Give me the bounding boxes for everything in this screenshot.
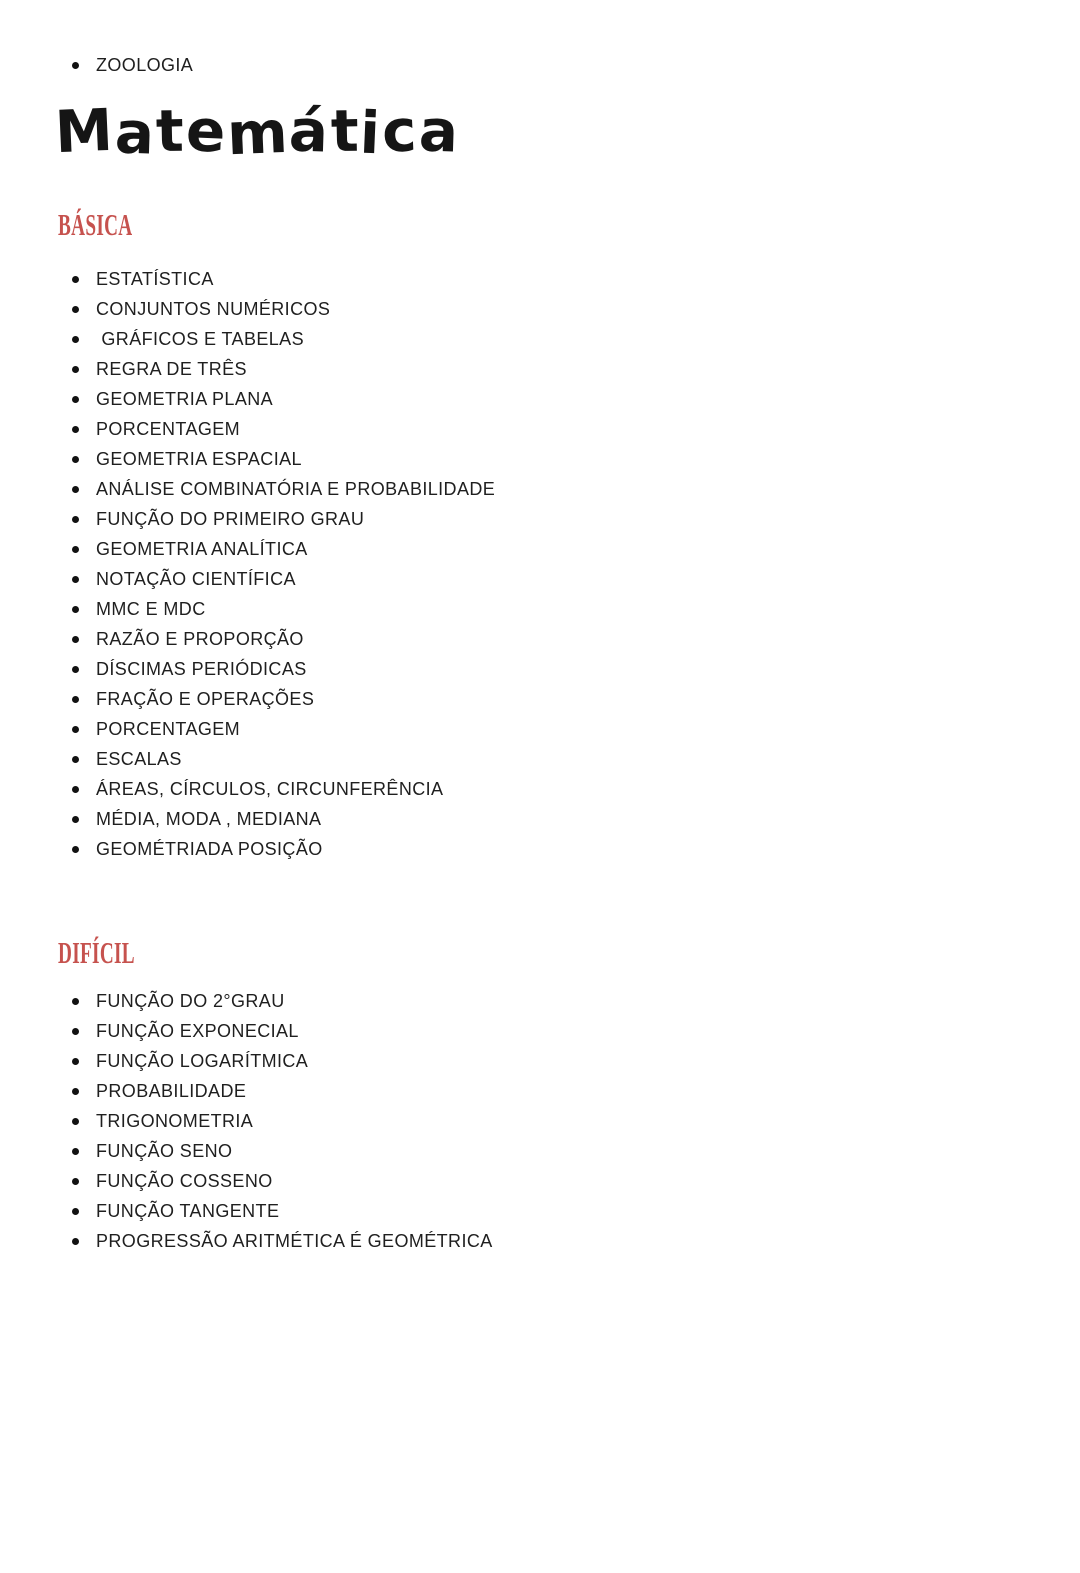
bullet-icon bbox=[72, 846, 79, 853]
bullet-icon bbox=[72, 696, 79, 703]
bullet-icon bbox=[72, 786, 79, 793]
list-item bbox=[72, 294, 1080, 324]
list-item bbox=[72, 444, 1080, 474]
list-item-label: ANÁLISE COMBINATÓRIA E PROBABILIDADE bbox=[96, 478, 496, 499]
basica-topic-list bbox=[0, 264, 1080, 864]
list-item-label: FUNÇÃO SENO bbox=[96, 1140, 233, 1161]
dificil-topic-list bbox=[0, 986, 1080, 1256]
top-topic-list bbox=[0, 50, 1080, 80]
bullet-icon bbox=[72, 1148, 79, 1155]
list-item bbox=[72, 654, 1080, 684]
list-item bbox=[72, 1226, 1080, 1256]
list-item bbox=[72, 804, 1080, 834]
list-item-label: NOTAÇÃO CIENTÍFICA bbox=[96, 568, 296, 589]
bullet-icon bbox=[72, 636, 79, 643]
list-item bbox=[72, 1196, 1080, 1226]
list-item-label: MMC E MDC bbox=[96, 598, 206, 619]
bullet-icon bbox=[72, 816, 79, 823]
list-item bbox=[72, 1166, 1080, 1196]
list-item-label: GRÁFICOS E TABELAS bbox=[96, 328, 304, 349]
bullet-icon bbox=[72, 1208, 79, 1215]
bullet-icon bbox=[72, 396, 79, 403]
bullet-icon bbox=[72, 276, 79, 283]
list-item bbox=[72, 1016, 1080, 1046]
bullet-icon bbox=[72, 546, 79, 553]
bullet-icon bbox=[72, 1238, 79, 1245]
page-title: Matemática bbox=[53, 95, 461, 169]
list-item bbox=[72, 1046, 1080, 1076]
list-item-label: FUNÇÃO DO 2°GRAU bbox=[96, 990, 285, 1011]
list-item-label: GEOMETRIA ESPACIAL bbox=[96, 448, 302, 469]
list-item bbox=[72, 564, 1080, 594]
list-item-label: FUNÇÃO COSSENO bbox=[96, 1170, 273, 1191]
bullet-icon bbox=[72, 726, 79, 733]
list-item-label: ESTATÍSTICA bbox=[96, 268, 214, 289]
bullet-icon bbox=[72, 666, 79, 673]
list-item bbox=[72, 354, 1080, 384]
bullet-icon bbox=[72, 486, 79, 493]
list-item-label: GEOMETRIA ANALÍTICA bbox=[96, 538, 308, 559]
list-item bbox=[72, 534, 1080, 564]
list-item-label: FUNÇÃO EXPONECIAL bbox=[96, 1020, 299, 1041]
list-item bbox=[72, 50, 1080, 80]
list-item-label: ESCALAS bbox=[96, 748, 182, 769]
section-heading-dificil: DIFÍCIL bbox=[58, 935, 135, 970]
list-item bbox=[72, 504, 1080, 534]
bullet-icon bbox=[72, 456, 79, 463]
list-item-label: TRIGONOMETRIA bbox=[96, 1110, 254, 1131]
section-basica bbox=[0, 208, 1080, 864]
list-item bbox=[72, 324, 1080, 354]
bullet-icon bbox=[72, 426, 79, 433]
list-item bbox=[72, 986, 1080, 1016]
bullet-icon bbox=[72, 366, 79, 373]
list-item-label: FUNÇÃO DO PRIMEIRO GRAU bbox=[96, 508, 365, 529]
list-item-label: PROBABILIDADE bbox=[96, 1080, 247, 1101]
list-item bbox=[72, 1076, 1080, 1106]
bullet-icon bbox=[72, 1088, 79, 1095]
list-item-label: MÉDIA, MODA , MEDIANA bbox=[96, 808, 322, 829]
bullet-icon bbox=[72, 998, 79, 1005]
bullet-icon bbox=[72, 516, 79, 523]
list-item-label: ÁREAS, CÍRCULOS, CIRCUNFERÊNCIA bbox=[96, 778, 444, 799]
bullet-icon bbox=[72, 336, 79, 343]
list-item-label: FUNÇÃO LOGARÍTMICA bbox=[96, 1050, 309, 1071]
bullet-icon bbox=[72, 576, 79, 583]
bullet-icon bbox=[72, 606, 79, 613]
list-item-label: PORCENTAGEM bbox=[96, 418, 241, 439]
list-item-label: DÍSCIMAS PERIÓDICAS bbox=[96, 658, 307, 679]
list-item-label: GEOMETRIA PLANA bbox=[96, 388, 274, 409]
list-item bbox=[72, 714, 1080, 744]
section-heading-basica: BÁSICA bbox=[58, 207, 133, 242]
list-item bbox=[72, 264, 1080, 294]
list-item bbox=[72, 834, 1080, 864]
list-item bbox=[72, 414, 1080, 444]
list-item-label: PROGRESSÃO ARITMÉTICA É GEOMÉTRICA bbox=[96, 1230, 493, 1251]
bullet-icon bbox=[72, 1178, 79, 1185]
bullet-icon bbox=[72, 1118, 79, 1125]
list-item bbox=[72, 594, 1080, 624]
list-item-label: CONJUNTOS NUMÉRICOS bbox=[96, 298, 331, 319]
list-item bbox=[72, 1106, 1080, 1136]
list-item-label: ZOOLOGIA bbox=[96, 54, 194, 75]
list-item bbox=[72, 684, 1080, 714]
list-item bbox=[72, 774, 1080, 804]
list-item bbox=[72, 1136, 1080, 1166]
list-item-label: REGRA DE TRÊS bbox=[96, 358, 247, 379]
list-item-label: FRAÇÃO E OPERAÇÕES bbox=[96, 688, 315, 709]
bullet-icon bbox=[72, 306, 79, 313]
list-item bbox=[72, 624, 1080, 654]
list-item bbox=[72, 744, 1080, 774]
bullet-icon bbox=[72, 62, 79, 69]
list-item-label: PORCENTAGEM bbox=[96, 718, 241, 739]
list-item bbox=[72, 384, 1080, 414]
bullet-icon bbox=[72, 1058, 79, 1065]
section-dificil bbox=[0, 936, 1080, 1256]
list-item-label: FUNÇÃO TANGENTE bbox=[96, 1200, 280, 1221]
list-item-label: GEOMÉTRIADA POSIÇÃO bbox=[96, 838, 323, 859]
list-item-label: RAZÃO E PROPORÇÃO bbox=[96, 628, 304, 649]
bullet-icon bbox=[72, 1028, 79, 1035]
list-item bbox=[72, 474, 1080, 504]
bullet-icon bbox=[72, 756, 79, 763]
